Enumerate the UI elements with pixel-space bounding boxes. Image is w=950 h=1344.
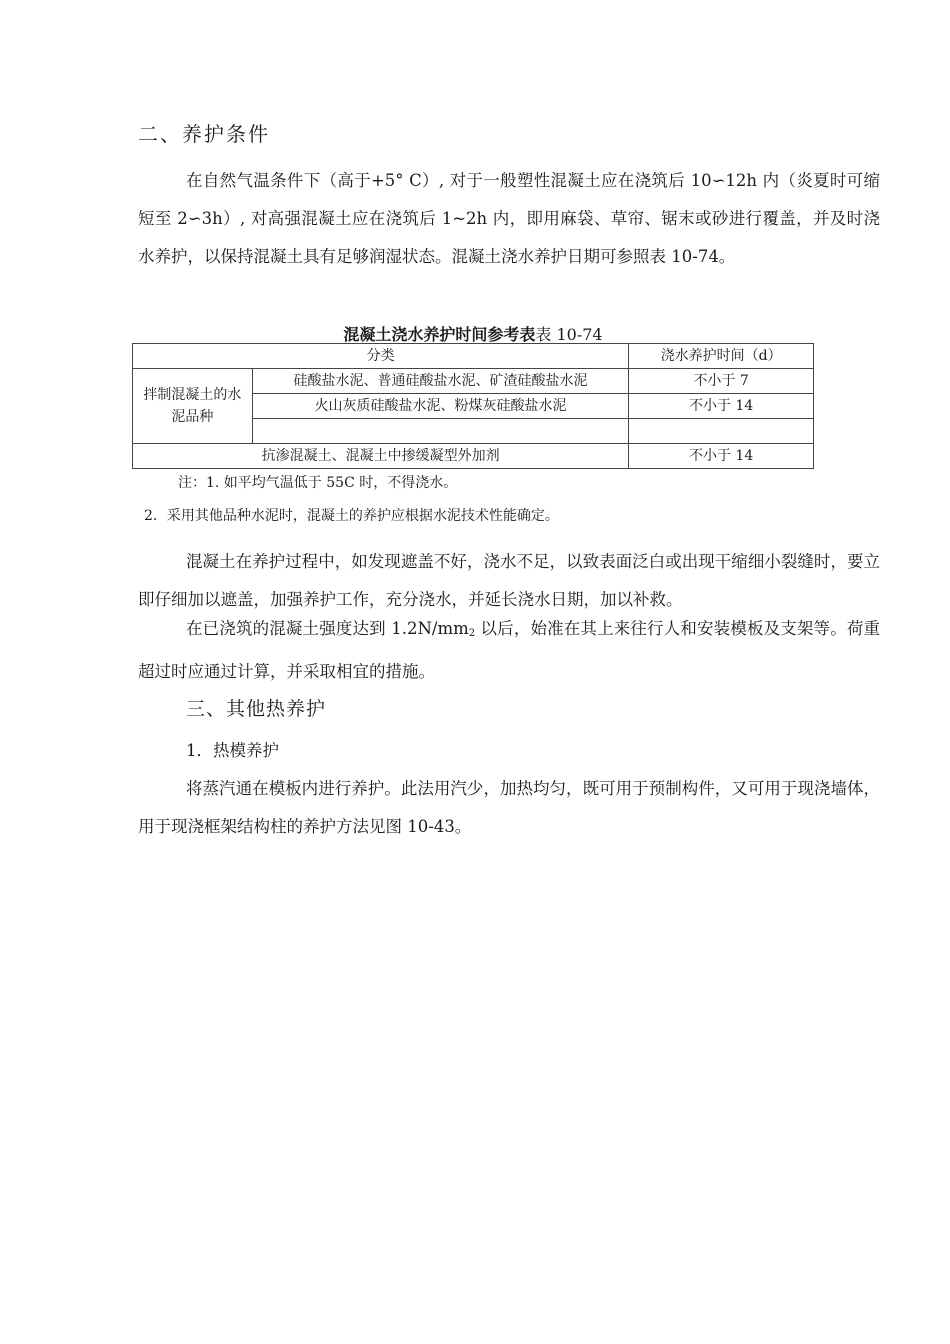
- table-note-2: 2．采用其他品种水泥时，混凝土的养护应根据水泥技术性能确定。: [144, 508, 559, 524]
- table-cell-time: 不小于 7: [629, 369, 814, 394]
- strength-text-after: 以后，始准在其上来往行人和安装模板及支架等。荷重超过时应通过计算，并采取相宜的措施。: [138, 619, 880, 681]
- paragraph-remediation: 混凝土在养护过程中，如发现遮盖不好，浇水不足，以致表面泛白或出现干缩细小裂缝时，要立即仔细加以遮盖，加强养护工作，充分浇水，并延长浇水日期，加以补救。: [138, 552, 880, 609]
- strength-text-before: 在已浇筑的混凝土强度达到 1.2N/mm: [186, 619, 469, 638]
- table-group-label: 拌制混凝土的水泥品种: [133, 369, 253, 444]
- table-caption-title: 混凝土浇水养护时间参考表: [343, 325, 536, 344]
- table-cell-time: 不小于 14: [629, 394, 814, 419]
- section-heading-curing-conditions: 二、养护条件: [138, 122, 270, 146]
- table-header-category: 分类: [133, 344, 629, 369]
- table-header-row: [133, 344, 814, 369]
- unit-superscript: 2: [468, 628, 476, 639]
- table-row: [133, 444, 814, 469]
- table-cell-type: 火山灰质硅酸盐水泥、粉煤灰硅酸盐水泥: [252, 394, 628, 419]
- table-cell-time: 不小于 14: [629, 444, 814, 469]
- table-note-1: 注：1. 如平均气温低于 55C 时，不得浇水。: [178, 475, 458, 491]
- table-header-time: 浇水养护时间（d）: [629, 344, 814, 369]
- table-cell-type: 抗渗混凝土、混凝土中掺缓凝型外加剂: [133, 444, 629, 469]
- table-caption-number: 表 10-74: [535, 325, 603, 344]
- paragraph-strength-requirement: [138, 610, 880, 691]
- table-row: [133, 369, 814, 394]
- table-cell-type: [252, 419, 628, 444]
- table-caption: [132, 322, 814, 345]
- table-cell-type: 硅酸盐水泥、普通硅酸盐水泥、矿渣硅酸盐水泥: [252, 369, 628, 394]
- paragraph-natural-curing: 在自然气温条件下（高于+5° C）, 对于一般塑性混凝土应在浇筑后 10∽12h 内（炎夏时可缩短至 2∽3h）, 对高强混凝土应在浇筑后 1~2h 内，即用麻袋、草帘、锯末或砂进行覆盖，并及时浇水养护，以保持混凝土具有足够润湿状态。混凝土浇水养护日期可参照表 10-74。: [138, 171, 880, 266]
- table-cell-time: [629, 419, 814, 444]
- paragraph-steam-curing: 将蒸汽通在模板内进行养护。此法用汽少，加热均匀，既可用于预制构件，又可用于现浇墙体，用于现浇框架结构柱的养护方法见图 10-43。: [138, 779, 880, 836]
- subheading-heat-mold-curing: 1．热模养护: [186, 741, 279, 760]
- curing-time-table: [132, 343, 814, 469]
- section-heading-other-heat-curing: 三、其他热养护: [186, 698, 327, 720]
